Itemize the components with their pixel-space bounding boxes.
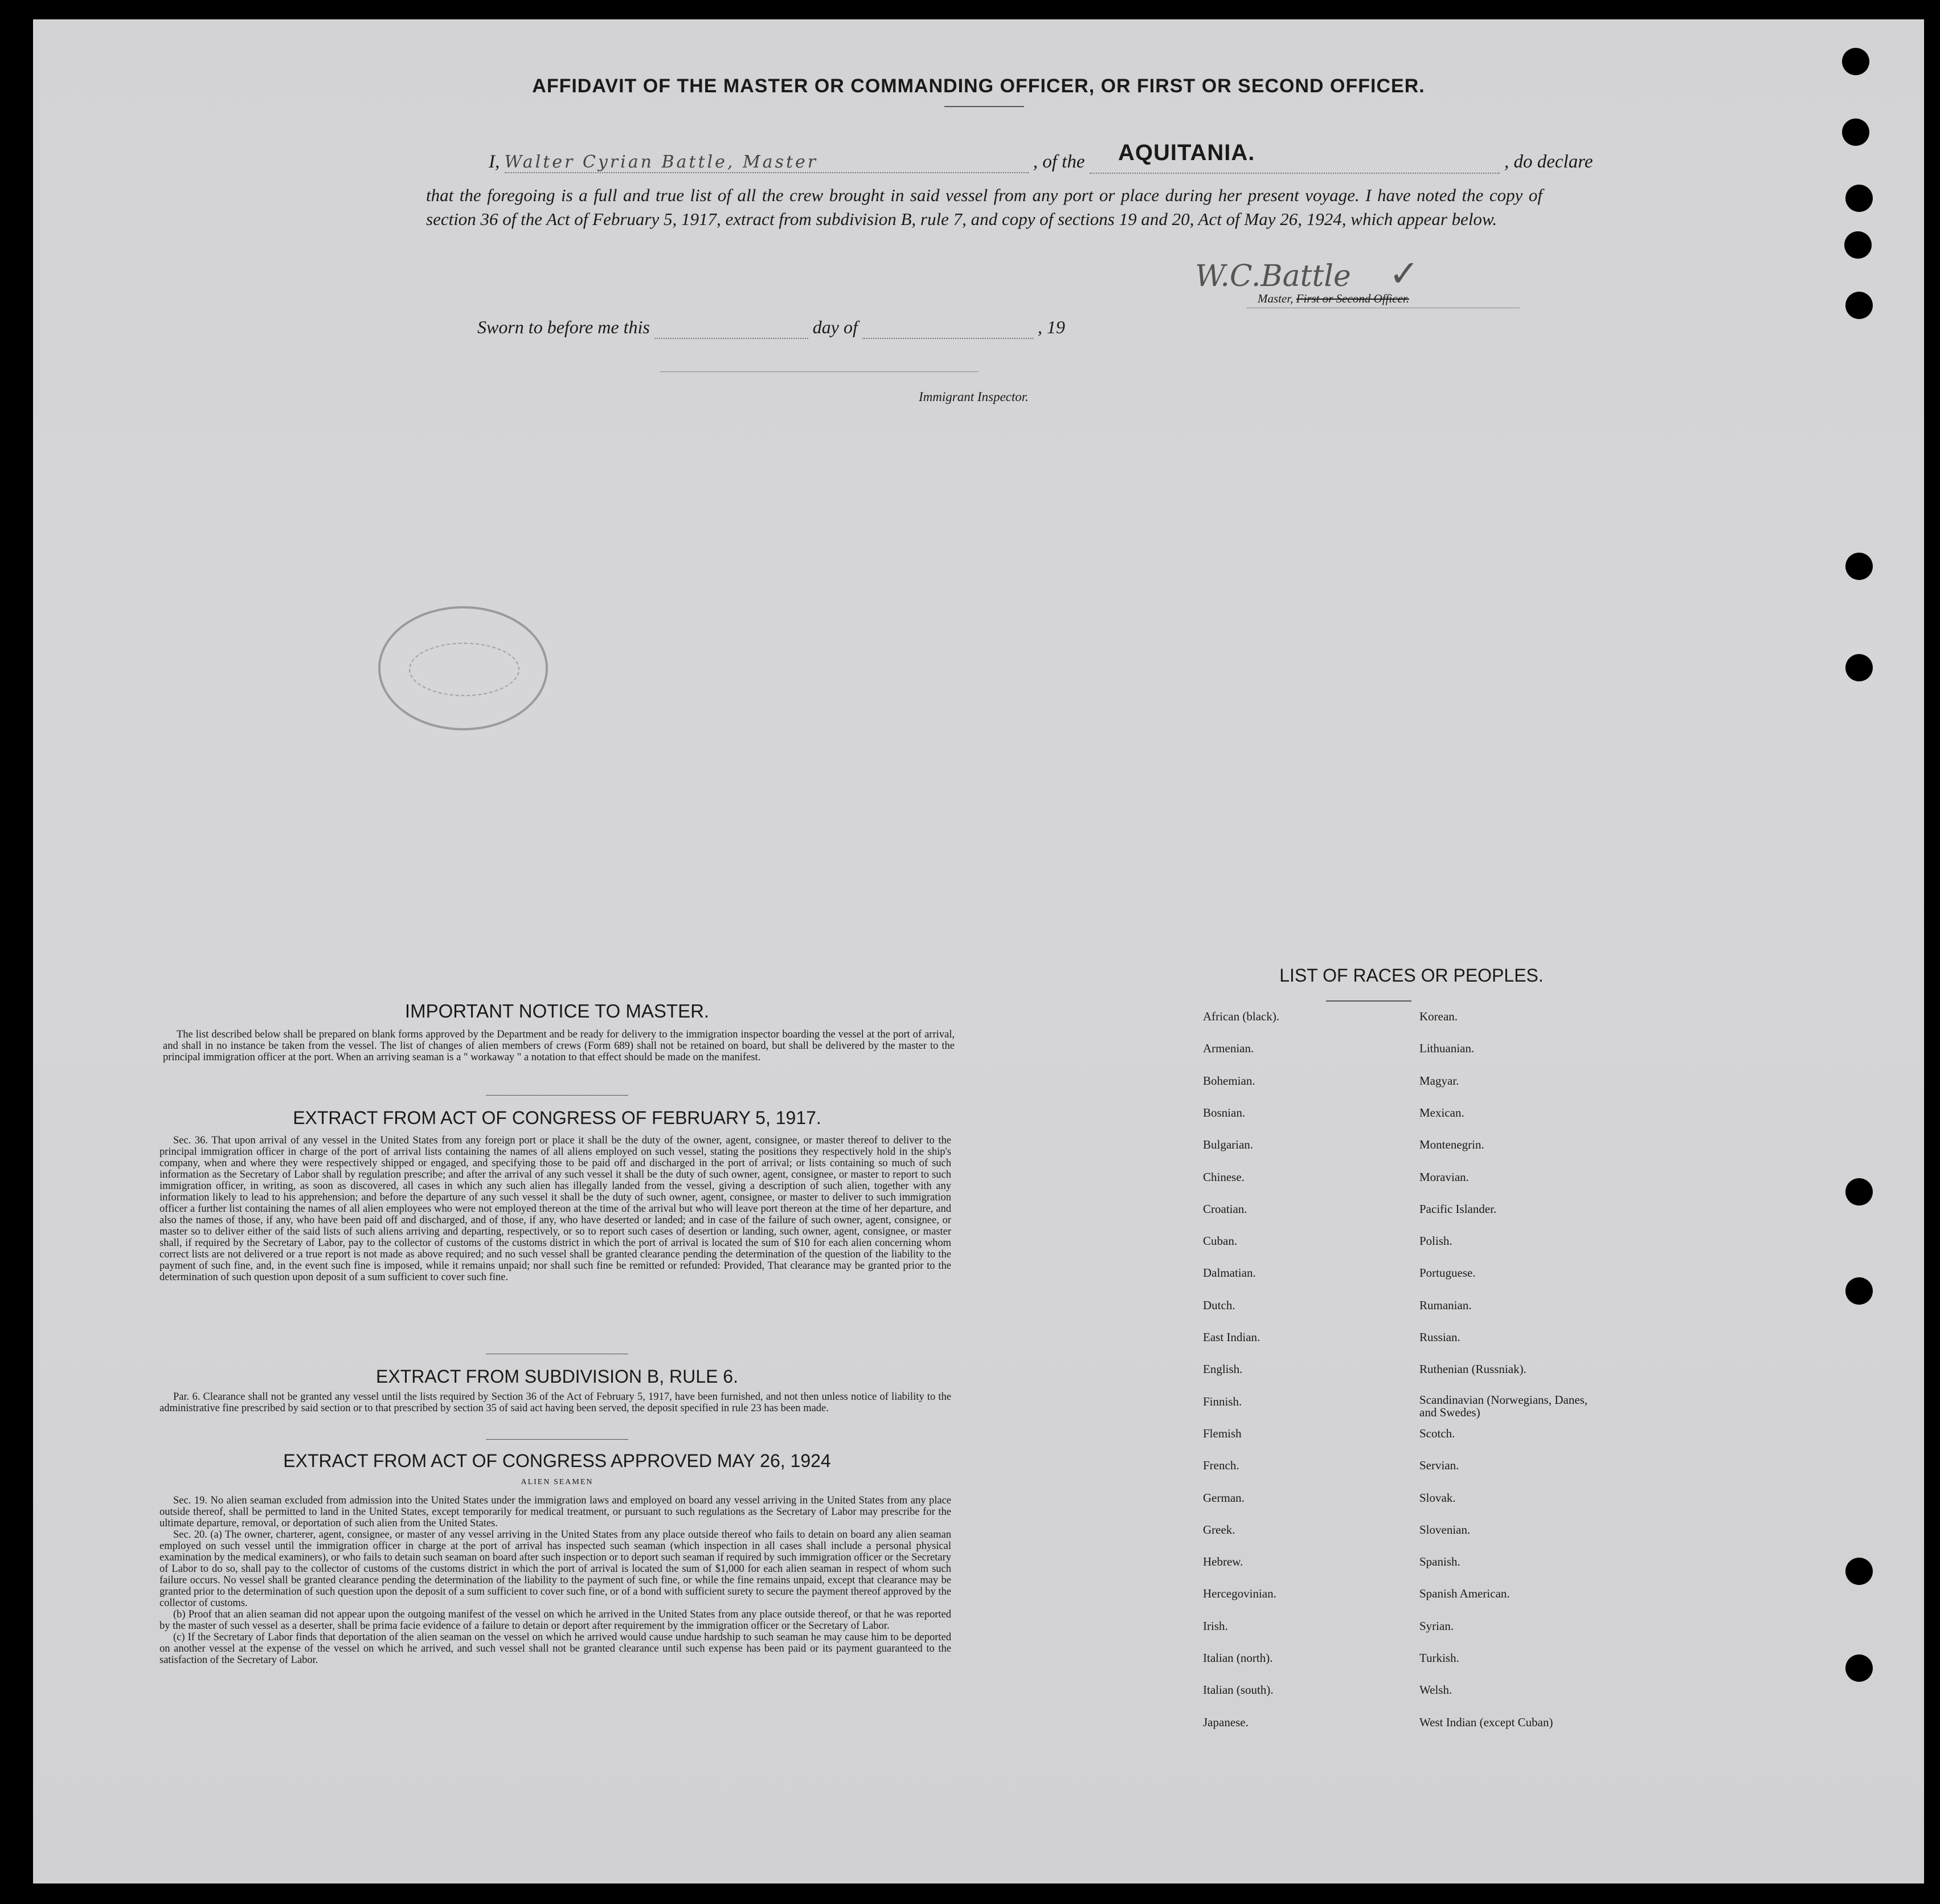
- punch-hole: [1845, 1558, 1873, 1585]
- notice-body: The list described below shall be prepared on blank forms approved by the Department and be ready for delivery to the immigration inspector boarding the vessel at the port of arrival, and shall in no instance be taken from the vessel. The list of changes of alien members of crews (Form 689) shall not be retained on board, but shall be delivered by the master to the principal immigration officer at the port. When an arriving seaman is a " workaway " a notation to that effect should be made on the manifest.: [163, 1029, 955, 1063]
- faint-oval-stamp: [378, 606, 548, 730]
- sworn-text: Sworn to before me this: [477, 317, 650, 337]
- race-item: Slovenian.: [1419, 1522, 1471, 1537]
- master-signature: [1195, 253, 1419, 295]
- month-blank: [862, 317, 1033, 339]
- race-item: Irish.: [1203, 1619, 1228, 1633]
- race-item: Mexican.: [1419, 1105, 1464, 1119]
- inspector-signature-line: [660, 371, 979, 372]
- punch-hole: [1845, 1277, 1873, 1305]
- race-item: French.: [1203, 1458, 1239, 1473]
- race-item: Slovak.: [1419, 1490, 1456, 1505]
- race-item: Syrian.: [1419, 1619, 1454, 1633]
- race-item: Scotch.: [1419, 1426, 1455, 1440]
- race-item: Finnish.: [1203, 1394, 1242, 1408]
- extract-1924-subtitle: ALIEN SEAMEN: [521, 1478, 594, 1486]
- race-item: Spanish American.: [1419, 1587, 1510, 1601]
- signature-caption: [1258, 292, 1409, 306]
- document-page: [33, 19, 1924, 1883]
- extract-1917-body: Sec. 36. That upon arrival of any vessel in the United States from any foreign port or place it shall be the duty of the owner, agent, consignee, or master thereof to deliver to the principal immigration officer in charge of the port of arrival lists containing the names of all aliens employed on such vessel, stating the positions they respectively hold in the ship's company, when and where they were respectively shipped or engaged, and specifying those to be paid off and discharged in the port of arrival; or lists containing so much of such information as the Secretary of Labor shall by regulation prescribe; and after the arrival of any such vessel it shall be the duty of such owner, agent, consignee, or master to report to such immigration officer, in writing, as soon as discovered, all cases in which any such alien has illegally landed from the vessel, giving a description of such alien, together with any information likely to lead to his apprehension; and before the departure of any such vessel it shall be the duty of such owner, agent, consignee, or master to deliver to such immigration officer a further list containing the names of all alien employees who were not employed thereon at the time of the arrival but who will leave port thereon at the time of her departure, and also the names of those, if any, who have been paid off and discharged, and of those, if any, who have deserted or landed; and in case of the failure of such owner, agent, consignee, or master so to deliver either of the said lists of such aliens arriving and departing, respectively, or so to report such cases of desertion or landing, such owner, agent, consignee, or master shall, if required by the Secretary of Labor, pay to the collector of customs of the customs district in which the port of arrival is located the sum of $10 for each alien concerning whom correct lists are not delivered or a true report is not made as above required; and no such vessel shall be granted clearance pending the determination of the question of the liability to the payment of such fine, and, in the event such fine is imposed, while it remains unpaid; nor shall such fine be remitted or refunded: Provided, That clearance may be granted prior to the determination of such question upon deposit of a sum sufficient to cover such fine.: [159, 1135, 951, 1283]
- punch-hole: [1845, 654, 1873, 681]
- punch-hole: [1845, 185, 1873, 212]
- caption-struck-officer: First or Second Officer.: [1296, 292, 1409, 305]
- extract-rule6-body: Par. 6. Clearance shall not be granted any vessel until the lists required by Section 36 of the Act of February 5, 1917, have been furnished, and not then unless notice of liability to the administrative fine prescribed by said section or to that prescribed by section 35 of said act having been served, the deposit specified in rule 23 has been made.: [159, 1391, 951, 1414]
- extract-1924-title: EXTRACT FROM ACT OF CONGRESS APPROVED MAY 26, 1924: [283, 1451, 831, 1471]
- of-the-text: , of the: [1033, 152, 1085, 172]
- race-item: Flemish: [1203, 1426, 1242, 1440]
- race-item: Armenian.: [1203, 1041, 1254, 1056]
- race-item: Servian.: [1419, 1458, 1459, 1473]
- ship-name: AQUITANIA.: [1118, 140, 1255, 165]
- race-item: Greek.: [1203, 1522, 1235, 1537]
- race-item: Spanish.: [1419, 1555, 1460, 1569]
- races-list-title: LIST OF RACES OR PEOPLES.: [1279, 965, 1544, 986]
- check-mark: ✓: [1389, 253, 1419, 295]
- race-item: Rumanian.: [1419, 1298, 1472, 1312]
- race-item: Italian (south).: [1203, 1683, 1274, 1697]
- punch-hole: [1845, 553, 1873, 580]
- race-item: German.: [1203, 1490, 1245, 1505]
- immigrant-inspector-caption: Immigrant Inspector.: [919, 390, 1029, 404]
- race-item: Welsh.: [1419, 1683, 1452, 1697]
- day-of-text: day of: [812, 317, 858, 337]
- punch-hole: [1845, 1654, 1873, 1682]
- race-item: Lithuanian.: [1419, 1041, 1475, 1056]
- declarant-prefix: I,: [489, 152, 500, 172]
- race-item: English.: [1203, 1362, 1243, 1376]
- sec-20b-paragraph: (b) Proof that an alien seaman did not appear upon the outgoing manifest of the vessel on which he arrived in the United States from any place outside thereof, or that he was reported by the master of such vessel as a deserter, shall be prima facie evidence of a failure to detain or deport after requirement by the immigration officer or the Secretary of Labor.: [159, 1609, 951, 1632]
- race-item: Pacific Islander.: [1419, 1202, 1497, 1216]
- race-item: West Indian (except Cuban): [1419, 1715, 1553, 1729]
- affidavit-body: that the foregoing is a full and true list of all the crew brought in said vessel from any port or place during her present voyage. I have noted the copy of section 36 of the Act of February 5, 1917, extract from subdivision B, rule 7, and copy of sections 19 and 20, Act of May 26, 1924, which appear below.: [426, 185, 1542, 229]
- title-divider: [944, 106, 1024, 107]
- punch-hole: [1842, 119, 1869, 146]
- punch-hole: [1842, 48, 1869, 75]
- sec-19-paragraph: Sec. 19. No alien seaman excluded from admission into the United States under the immigration laws and employed on board any vessel arriving in the United States from any place outside thereof, shall be permitted to land in the United States, except temporarily for medical treatment, or pursuant to such regulations as the Secretary of Labor may prescribe for the ultimate departure, removal, or deportation of such alien from the United States.: [159, 1495, 951, 1529]
- affidavit-title: AFFIDAVIT OF THE MASTER OR COMMANDING OFFICER, OR FIRST OR SECOND OFFICER.: [532, 75, 1425, 97]
- race-item: Korean.: [1419, 1010, 1458, 1023]
- race-item: Cuban.: [1203, 1234, 1238, 1248]
- race-item: Hercegovinian.: [1203, 1587, 1276, 1601]
- race-item: Magyar.: [1419, 1073, 1459, 1088]
- notice-title: IMPORTANT NOTICE TO MASTER.: [404, 1000, 710, 1022]
- race-item: Polish.: [1419, 1234, 1452, 1248]
- section-divider: [486, 1439, 628, 1440]
- sec-20c-paragraph: (c) If the Secretary of Labor finds that deportation of the alien seaman on the vessel on which he arrived would cause undue hardship to such seaman he may cause him to be deported on another vessel at the expense of the vessel on which he arrived, and such vessel shall not be granted clearance until such expense has been paid or its payment guaranteed to the satisfaction of the Secretary of Labor.: [159, 1632, 951, 1666]
- race-item: Ruthenian (Russniak).: [1419, 1362, 1526, 1376]
- race-item: Italian (north).: [1203, 1651, 1273, 1665]
- sworn-line: [477, 317, 1065, 339]
- race-item: Portuguese.: [1419, 1266, 1476, 1280]
- races-title-divider: [1326, 1000, 1411, 1002]
- race-item: Dutch.: [1203, 1298, 1235, 1312]
- race-item: Turkish.: [1419, 1651, 1459, 1665]
- day-blank: [654, 317, 808, 339]
- extract-1917-title: EXTRACT FROM ACT OF CONGRESS OF FEBRUARY 5, 1917.: [293, 1108, 821, 1128]
- sec-20a-paragraph: Sec. 20. (a) The owner, charterer, agent, consignee, or master of any vessel arriving in the United States from any place outside thereof who fails to detain on board any alien seaman employed on such vessel until the immigration officer in charge at the port of arrival has inspected such seaman (which inspection in all cases shall include a personal physical examination by the medical examiners), or who fails to detain such seaman on board after such inspection or to deport such seaman if required by such immigration officer or the Secretary of Labor to do so, shall pay to the collector of customs of the customs district in which the port of arrival is located the sum of $1,000 for each alien seaman in respect of whom such failure occurs. No vessel shall be granted clearance pending the determination of the liability to the payment of such fine, or while the fine remains unpaid, except that clearance may be granted prior to the determination of such question upon the deposit of a sum sufficient to cover such fine, or of a bond with sufficient surety to secure the payment thereof approved by the collector of customs.: [159, 1529, 951, 1609]
- race-item: Chinese.: [1203, 1170, 1245, 1184]
- race-item: Moravian.: [1419, 1170, 1469, 1184]
- punch-hole: [1845, 292, 1873, 319]
- punch-hole: [1845, 1178, 1873, 1206]
- extract-rule6-title: EXTRACT FROM SUBDIVISION B, RULE 6.: [376, 1366, 738, 1387]
- section-divider: [486, 1095, 628, 1096]
- race-item: Dalmatian.: [1203, 1266, 1256, 1280]
- punch-hole: [1844, 231, 1872, 259]
- race-item: Bulgarian.: [1203, 1138, 1254, 1152]
- affidavit-declaration-line: [489, 152, 1593, 174]
- race-item: Bosnian.: [1203, 1105, 1246, 1119]
- race-item: Montenegrin.: [1419, 1138, 1484, 1152]
- race-item: Croatian.: [1203, 1202, 1247, 1216]
- race-item: Japanese.: [1203, 1715, 1249, 1729]
- race-item: Russian.: [1419, 1330, 1460, 1344]
- extract-1924-body: [159, 1495, 951, 1666]
- caption-master: Master,: [1258, 292, 1296, 305]
- signature-text: W.C.Battle: [1195, 259, 1351, 293]
- race-item: Bohemian.: [1203, 1073, 1255, 1088]
- master-name-handwritten: Walter Cyrian Battle, Master: [505, 152, 1029, 173]
- do-declare-text: , do declare: [1504, 152, 1593, 172]
- race-item: African (black).: [1203, 1010, 1280, 1023]
- year-text: , 19: [1037, 317, 1065, 337]
- race-item: Hebrew.: [1203, 1555, 1243, 1569]
- race-item: Scandinavian (Norwegians, Danes, and Swedes): [1419, 1392, 1588, 1419]
- race-item: East Indian.: [1203, 1330, 1260, 1344]
